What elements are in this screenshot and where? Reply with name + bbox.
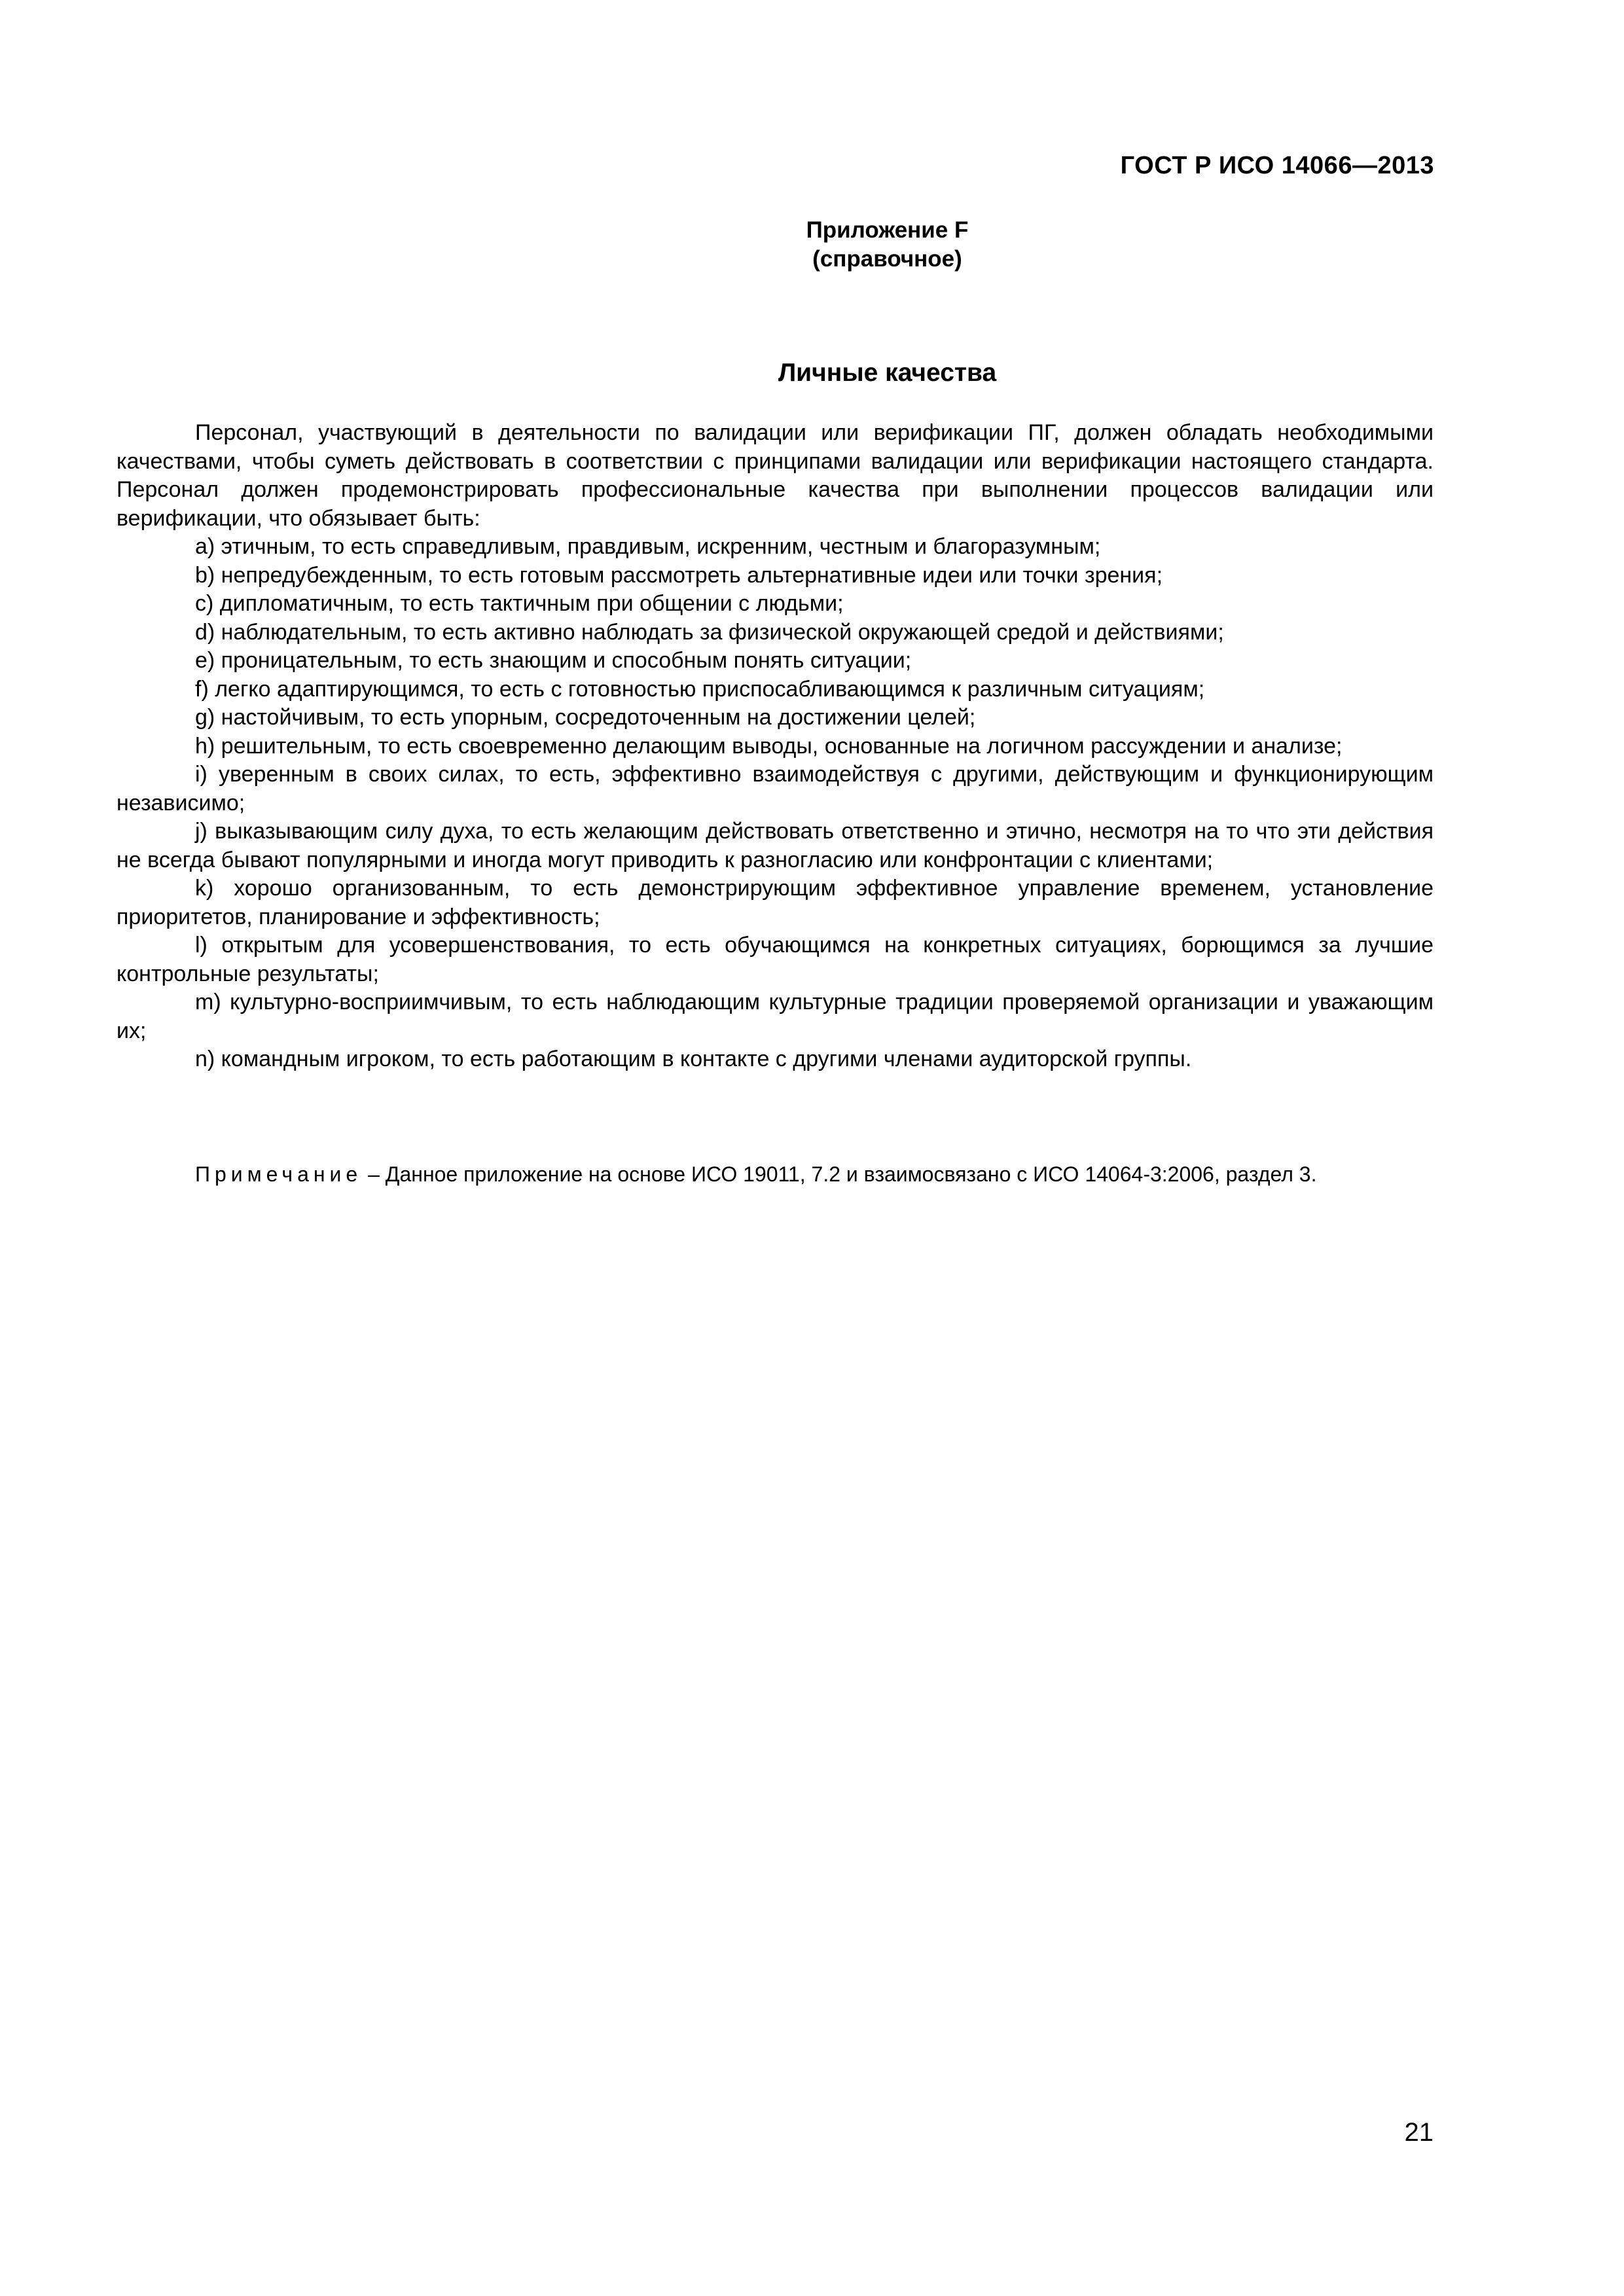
appendix-title: Приложение F [806,217,969,243]
list-item: k) хорошо организованным, то есть демонстрирующим эффективное управление временем, установление приоритетов, планирование и эффективность; [117,876,1434,929]
section-heading [0,359,1624,387]
list-item: i) уверенным в своих силах, то есть, эффективно взаимодействуя с другими, действующим и функционирующим независимо; [117,762,1434,816]
appendix-subtitle: (справочное) [812,246,962,272]
page-number: 21 [1404,2118,1434,2147]
note [195,1162,1316,1187]
note-separator: – [362,1162,386,1186]
section-title: Личные качества [778,359,997,387]
list-item: c) дипломатичным, то есть тактичным при общении с людьми; [195,591,844,616]
list-item: m) культурно-восприимчивым, то есть наблюдающим культурные традиции проверяемой организации и уважающим их; [117,990,1434,1043]
list-item: j) выказывающим силу духа, то есть желающим действовать ответственно и этично, несмотря на то что эти действия не всегда бывают популярными и иногда могут приводить к разногласию или конфронтации с клиентами; [117,819,1434,872]
document-code: ГОСТ Р ИСО 14066—2013 [1120,152,1434,179]
list-item: n) командным игроком, то есть работающим в контакте с другими членами аудиторской группы. [195,1047,1192,1071]
list-item: b) непредубежденным, то есть готовым рассмотреть альтернативные идеи или точки зрения; [195,562,1163,588]
note-label: Примечание [195,1162,363,1186]
body-text [117,419,1434,1074]
list-item: a) этичным, то есть справедливым, правдивым, искренним, честным и благоразумным; [195,534,1101,559]
list-item: h) решительным, то есть своевременно делающим выводы, основанные на логичном рассуждении и анализе; [195,733,1343,759]
appendix-heading [0,216,1624,274]
list-item: d) наблюдательным, то есть активно наблюдать за физической окружающей средой и действиями; [195,619,1224,645]
list-item: g) настойчивым, то есть упорным, сосредоточенным на достижении целей; [195,705,976,730]
note-text: Данное приложение на основе ИСО 19011, 7.2 и взаимосвязано с ИСО 14064-3:2006, раздел 3. [385,1162,1317,1186]
list-item: l) открытым для усовершенствования, то есть обучающимся на конкретных ситуациях, борющимся за лучшие контрольные результаты; [117,933,1434,986]
intro-paragraph: Персонал, участвующий в деятельности по валидации или верификации ПГ, должен обладать необходимыми качествами, чтобы суметь действовать в соответствии с принципами валидации или верификации настоящего стандарта. Персонал должен продемонстрировать профессиональные качества при выполнении процессов валидации или верификации, что обязывает быть: [117,420,1434,531]
list-item: e) проницательным, то есть знающим и способным понять ситуации; [195,648,912,673]
list-item: f) легко адаптирующимся, то есть с готовностью приспосабливающимся к различным ситуациям; [195,676,1205,702]
